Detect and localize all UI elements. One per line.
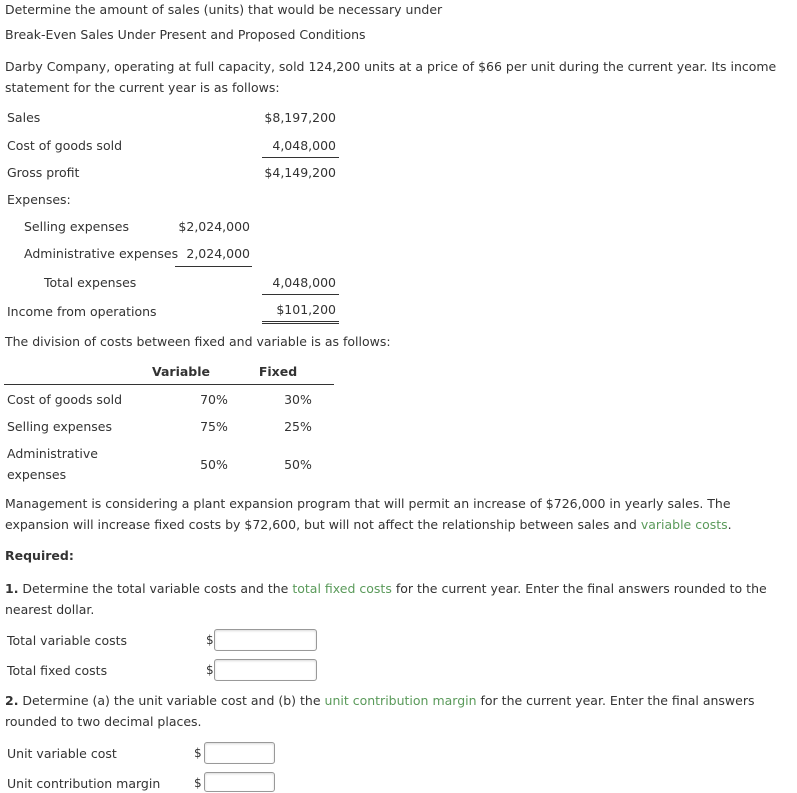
question-2-number: 2.	[5, 693, 19, 708]
table-cell-fixed: 30%	[284, 392, 312, 407]
header-line1: Determine the amount of sales (units) that would be necessary under	[5, 2, 443, 17]
total-variable-costs-input[interactable]	[214, 629, 317, 651]
unit-variable-cost-input[interactable]	[204, 742, 275, 764]
table-header-rule	[4, 384, 334, 385]
selling-expenses-label: Selling expenses	[24, 219, 130, 234]
table-row-label: Cost of goods sold	[7, 392, 123, 407]
admin-expenses-value: 2,024,000	[186, 246, 250, 261]
management-paragraph	[5, 493, 790, 535]
currency-symbol: $	[194, 776, 202, 790]
question-2-text-start: Determine (a) the unit variable cost and (b) the	[18, 693, 325, 708]
admin-expenses-label: Administrative expenses	[24, 246, 179, 261]
admin-underline	[175, 266, 252, 267]
management-text: Management is considering a plant expansion program that will permit an increase of $726,000 in yearly sales. The expansion will increase fixed costs by $72,600, but will not affect the relationship between sales and	[5, 496, 731, 532]
question-1-text-start: Determine the total variable costs and the	[18, 581, 293, 596]
currency-symbol: $	[206, 663, 214, 677]
question-2-text	[5, 690, 790, 732]
required-heading: Required:	[5, 548, 74, 563]
income-from-operations-label: Income from operations	[7, 304, 157, 319]
total-fixed-costs-label: Total fixed costs	[7, 663, 108, 678]
division-text: The division of costs between fixed and variable is as follows:	[5, 334, 391, 349]
question-1-text-end: for the current year. Enter the final answers rounded to the nearest dollar.	[5, 581, 767, 617]
total-fixed-costs-link[interactable]: total fixed costs	[292, 581, 392, 596]
total-expenses-label: Total expenses	[44, 275, 137, 290]
gross-profit-label: Gross profit	[7, 165, 80, 180]
table-cell-variable: 75%	[200, 419, 228, 434]
question-1-number: 1.	[5, 581, 19, 596]
total-expenses-underline	[262, 294, 339, 295]
total-expenses-value: 4,048,000	[272, 275, 336, 290]
currency-symbol: $	[194, 746, 202, 760]
unit-variable-cost-label: Unit variable cost	[7, 746, 117, 761]
expenses-label: Expenses:	[7, 192, 71, 207]
sales-value: $8,197,200	[264, 110, 336, 125]
unit-contribution-margin-label: Unit contribution margin	[7, 776, 161, 791]
table-row-label-continued: expenses	[7, 467, 67, 482]
variable-column-header: Variable	[151, 364, 211, 379]
question-2-text-end: for the current year. Enter the final answers rounded to two decimal places.	[5, 693, 755, 729]
table-row-label: Administrative	[7, 446, 98, 461]
fixed-column-header: Fixed	[258, 364, 298, 379]
cogs-value: 4,048,000	[272, 138, 336, 153]
total-variable-costs-label: Total variable costs	[7, 633, 128, 648]
table-cell-fixed: 25%	[284, 419, 312, 434]
cogs-label: Cost of goods sold	[7, 138, 123, 153]
cogs-underline	[262, 157, 339, 158]
unit-contribution-margin-input[interactable]	[204, 772, 275, 792]
income-from-operations-value: $101,200	[276, 302, 336, 317]
selling-expenses-value: $2,024,000	[178, 219, 250, 234]
header-line2: Break-Even Sales Under Present and Proposed Conditions	[5, 27, 366, 42]
gross-profit-value: $4,149,200	[264, 165, 336, 180]
total-fixed-costs-input[interactable]	[214, 659, 317, 681]
table-cell-variable: 50%	[200, 457, 228, 472]
management-text-end: .	[727, 517, 732, 532]
table-row-label: Selling expenses	[7, 419, 113, 434]
table-cell-variable: 70%	[200, 392, 228, 407]
variable-costs-link[interactable]: variable costs	[640, 517, 728, 532]
sales-label: Sales	[7, 110, 41, 125]
intro-paragraph: Darby Company, operating at full capacity, sold 124,200 units at a price of $66 per unit during the current year. Its income statement for the current year is as follows:	[5, 59, 777, 95]
income-double-underline	[262, 321, 339, 324]
unit-contribution-margin-link[interactable]: unit contribution margin	[324, 693, 477, 708]
table-cell-fixed: 50%	[284, 457, 312, 472]
currency-symbol: $	[206, 633, 214, 647]
question-1-text	[5, 578, 790, 620]
